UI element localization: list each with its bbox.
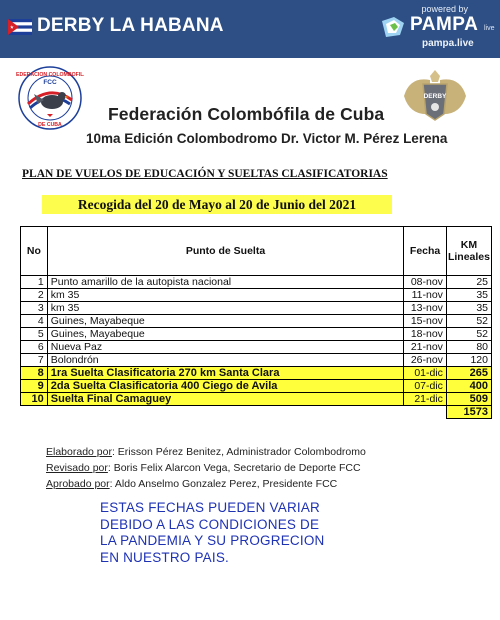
seal-right-text: DERBY	[423, 93, 447, 100]
row-date: 01-dic	[404, 367, 447, 380]
powered-by-label: powered by	[421, 4, 468, 14]
credit-reviewed	[46, 460, 366, 476]
table-row	[21, 341, 492, 354]
seal-left-sub: DE CUBA	[38, 122, 62, 128]
header-no: No	[21, 227, 48, 276]
row-no: 3	[21, 302, 48, 315]
total-spacer	[21, 406, 48, 419]
table-row-highlighted	[21, 393, 492, 406]
row-point: Guines, Mayabeque	[47, 328, 403, 341]
fcc-seal-icon	[16, 64, 84, 132]
row-point: 1ra Suelta Clasificatoria 270 km Santa Clara	[47, 367, 403, 380]
table-row-highlighted	[21, 380, 492, 393]
row-point: km 35	[47, 302, 403, 315]
row-km: 35	[446, 289, 491, 302]
row-point: Nueva Paz	[47, 341, 403, 354]
collection-banner: Recogida del 20 de Mayo al 20 de Junio del 2021	[42, 195, 392, 214]
organization-title: Federación Colombófila de Cuba	[108, 104, 385, 124]
reviewed-value: : Boris Felix Alarcon Vega, Secretario de Deporte FCC	[107, 462, 361, 474]
plan-title: PLAN DE VUELOS DE EDUCACIÓN Y SUELTAS CLASIFICATORIAS	[22, 168, 388, 180]
row-km: 80	[446, 341, 491, 354]
row-point: 2da Suelta Clasificatoria 400 Ciego de Avila	[47, 380, 403, 393]
row-date: 15-nov	[404, 315, 447, 328]
edition-title: 10ma Edición Colombodromo Dr. Victor M. Pérez Lerena	[86, 131, 448, 146]
notice-line: DEBIDO A LAS CONDICIONES DE	[100, 516, 320, 532]
brand-suffix: live	[484, 25, 495, 32]
table-row	[21, 289, 492, 302]
table-row	[21, 315, 492, 328]
app-title: DERBY LA HABANA	[37, 15, 224, 36]
row-no: 8	[21, 367, 48, 380]
row-km: 120	[446, 354, 491, 367]
row-date: 07-dic	[404, 380, 447, 393]
credit-approved	[46, 476, 366, 492]
row-no: 5	[21, 328, 48, 341]
total-km: 1573	[446, 406, 491, 419]
total-spacer	[47, 406, 403, 419]
notice-line: EN NUESTRO PAIS.	[100, 549, 229, 565]
table-row	[21, 354, 492, 367]
row-point: km 35	[47, 289, 403, 302]
row-point: Suelta Final Camaguey	[47, 393, 403, 406]
row-no: 2	[21, 289, 48, 302]
total-spacer	[404, 406, 447, 419]
notice-line: ESTAS FECHAS PUEDEN VARIAR	[100, 500, 320, 515]
elaborated-value: : Erisson Pérez Benitez, Administrador Colombodromo	[111, 446, 366, 458]
credit-elaborated	[46, 444, 366, 460]
row-no: 10	[21, 393, 48, 406]
table-row-highlighted	[21, 367, 492, 380]
row-km: 25	[446, 276, 491, 289]
table-total-row	[21, 406, 492, 419]
row-km: 52	[446, 315, 491, 328]
row-no: 1	[21, 276, 48, 289]
credits-block	[46, 444, 366, 492]
row-no: 6	[21, 341, 48, 354]
row-km: 400	[446, 380, 491, 393]
elaborated-label: Elaborado por	[46, 446, 112, 458]
table-header-row	[21, 227, 492, 276]
brand-url-link[interactable]: pampa.live	[422, 38, 474, 49]
header-date: Fecha	[404, 227, 447, 276]
reviewed-label: Revisado por	[46, 462, 108, 474]
table-row	[21, 276, 492, 289]
top-bar	[0, 0, 500, 58]
row-no: 4	[21, 315, 48, 328]
row-km: 265	[446, 367, 491, 380]
row-km: 509	[446, 393, 491, 406]
brand-name[interactable]: PAMPA	[410, 14, 479, 35]
row-km: 35	[446, 302, 491, 315]
notice-text	[100, 500, 324, 566]
row-date: 21-dic	[404, 393, 447, 406]
header-point: Punto de Suelta	[47, 227, 403, 276]
row-date: 08-nov	[404, 276, 447, 289]
seal-left-text: FEDERACION COLOMBOFILA	[16, 72, 84, 78]
row-point: Bolondrón	[47, 354, 403, 367]
derby-seal-icon	[400, 66, 470, 126]
pampa-logo-icon[interactable]	[380, 15, 406, 39]
header-km: KM Lineales	[446, 227, 491, 276]
row-no: 9	[21, 380, 48, 393]
row-no: 7	[21, 354, 48, 367]
notice-line: LA PANDEMIA Y SU PROGRECION	[100, 533, 325, 548]
row-date: 21-nov	[404, 341, 447, 354]
table-row	[21, 302, 492, 315]
seal-left-abbr: FCC	[43, 79, 57, 86]
row-km: 52	[446, 328, 491, 341]
row-point: Punto amarillo de la autopista nacional	[47, 276, 403, 289]
table-row	[21, 328, 492, 341]
approved-value: : Aldo Anselmo Gonzalez Perez, Presidente FCC	[109, 478, 338, 490]
row-date: 13-nov	[404, 302, 447, 315]
approved-label: Aprobado por	[46, 478, 110, 490]
row-date: 18-nov	[404, 328, 447, 341]
row-point: Guines, Mayabeque	[47, 315, 403, 328]
flight-plan-table	[20, 226, 492, 419]
cuba-flag-icon	[8, 19, 32, 35]
row-date: 11-nov	[404, 289, 447, 302]
row-date: 26-nov	[404, 354, 447, 367]
